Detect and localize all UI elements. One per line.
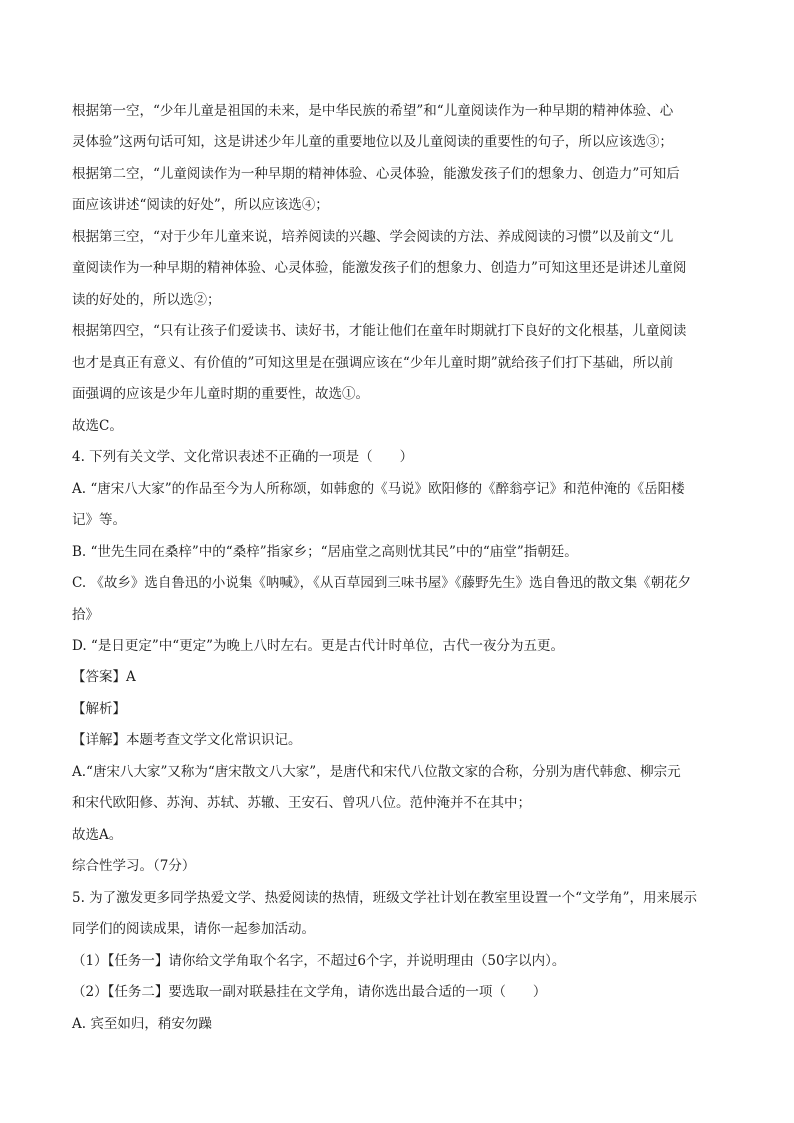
text-line: 根据第一空，“少年儿童是祖国的未来，是中华民族的希望”和“儿童阅读作为一种早期的精神体验、心 — [72, 103, 674, 119]
question-4-stem: 4. 下列有关文学、文化常识表述不正确的一项是（ ） — [72, 449, 414, 465]
option-d: D. “是日更定”中“更定”为晚上八时左右。更是古代计时单位，古代一夜分为五更。 — [72, 638, 565, 654]
section-heading: 综合性学习。（7分） — [72, 858, 196, 874]
option-c-cont: 拾》 — [72, 607, 99, 623]
task-1: （1）【任务一】请你给文学角取个名字，不超过6个字，并说明理由（50字以内）。 — [72, 953, 566, 969]
question-5-stem: 5. 为了激发更多同学热爱文学、热爱阅读的热情，班级文学社计划在教室里设置一个“文学角”，用来展示 — [72, 890, 697, 906]
analysis-label: 【解析】 — [72, 701, 126, 717]
option-c: C. 《故乡》选自鲁迅的小说集《呐喊》，《从百草园到三味书屋》《藤野先生》选自鲁迅的散文集《朝花夕 — [72, 575, 692, 591]
text-line: 根据第四空，“只有让孩子们爱读书、读好书，才能让他们在童年时期就打下良好的文化根基，儿童阅读 — [72, 323, 687, 339]
text-line: 故选A。 — [72, 827, 123, 843]
task-2: （2）【任务二】要选取一副对联悬挂在文学角，请你选出最合适的一项（ ） — [72, 984, 547, 1000]
text-line: 灵体验”这两句话可知，这是讲述少年儿童的重要地位以及儿童阅读的重要性的句子，所以应该选③； — [72, 134, 673, 150]
text-line: 读的好处的，所以选②； — [72, 292, 221, 308]
option-b: B. “世先生同在桑梓”中的“桑梓”指家乡；“居庙堂之高则忧其民”中的“庙堂”指朝廷。 — [72, 544, 578, 560]
text-line: 故选C。 — [72, 418, 123, 434]
text-line: 同学们的阅读成果，请你一起参加活动。 — [72, 921, 315, 937]
answer-label: 【答案】A — [72, 669, 136, 685]
text-line: 童阅读作为一种早期的精神体验、心灵体验，能激发孩子们的想象力、创造力”可知这里还是讲述儿童阅 — [72, 260, 687, 276]
text-line: 面应该讲述“阅读的好处”，所以应该选④； — [72, 197, 329, 213]
text-line: 根据第三空，“对于少年儿童来说，培养阅读的兴趣、学会阅读的方法、养成阅读的习惯”以及前文“儿 — [72, 229, 674, 245]
option-a-cont: 记》等。 — [72, 512, 126, 528]
text-line: 根据第二空，“儿童阅读作为一种早期的精神体验、心灵体验，能激发孩子们的想象力、创造力”可知后 — [72, 166, 680, 182]
detail-label: 【详解】本题考查文学文化常识识记。 — [72, 732, 302, 748]
text-line: 和宋代欧阳修、苏洵、苏轼、苏辙、王安石、曾巩八位。范仲淹并不在其中； — [72, 795, 531, 811]
option-a: A. 宾至如归，稍安勿躁 — [72, 1016, 212, 1032]
text-line: 面强调的应该是少年儿童时期的重要性，故选①。 — [72, 386, 369, 402]
option-a: A. “唐宋八大家”的作品至今为人所称颂，如韩愈的《马说》欧阳修的《醉翁亭记》和范仲淹的《岳阳楼 — [72, 481, 685, 497]
text-line: 也才是真正有意义、有价值的”可知这里是在强调应该在“少年儿童时期”就给孩子们打下基础，所以前 — [72, 355, 674, 371]
text-line: A.“唐宋八大家”又称为“唐宋散文八大家”，是唐代和宋代八位散文家的合称，分别为唐代韩愈、柳宗元 — [72, 764, 681, 780]
